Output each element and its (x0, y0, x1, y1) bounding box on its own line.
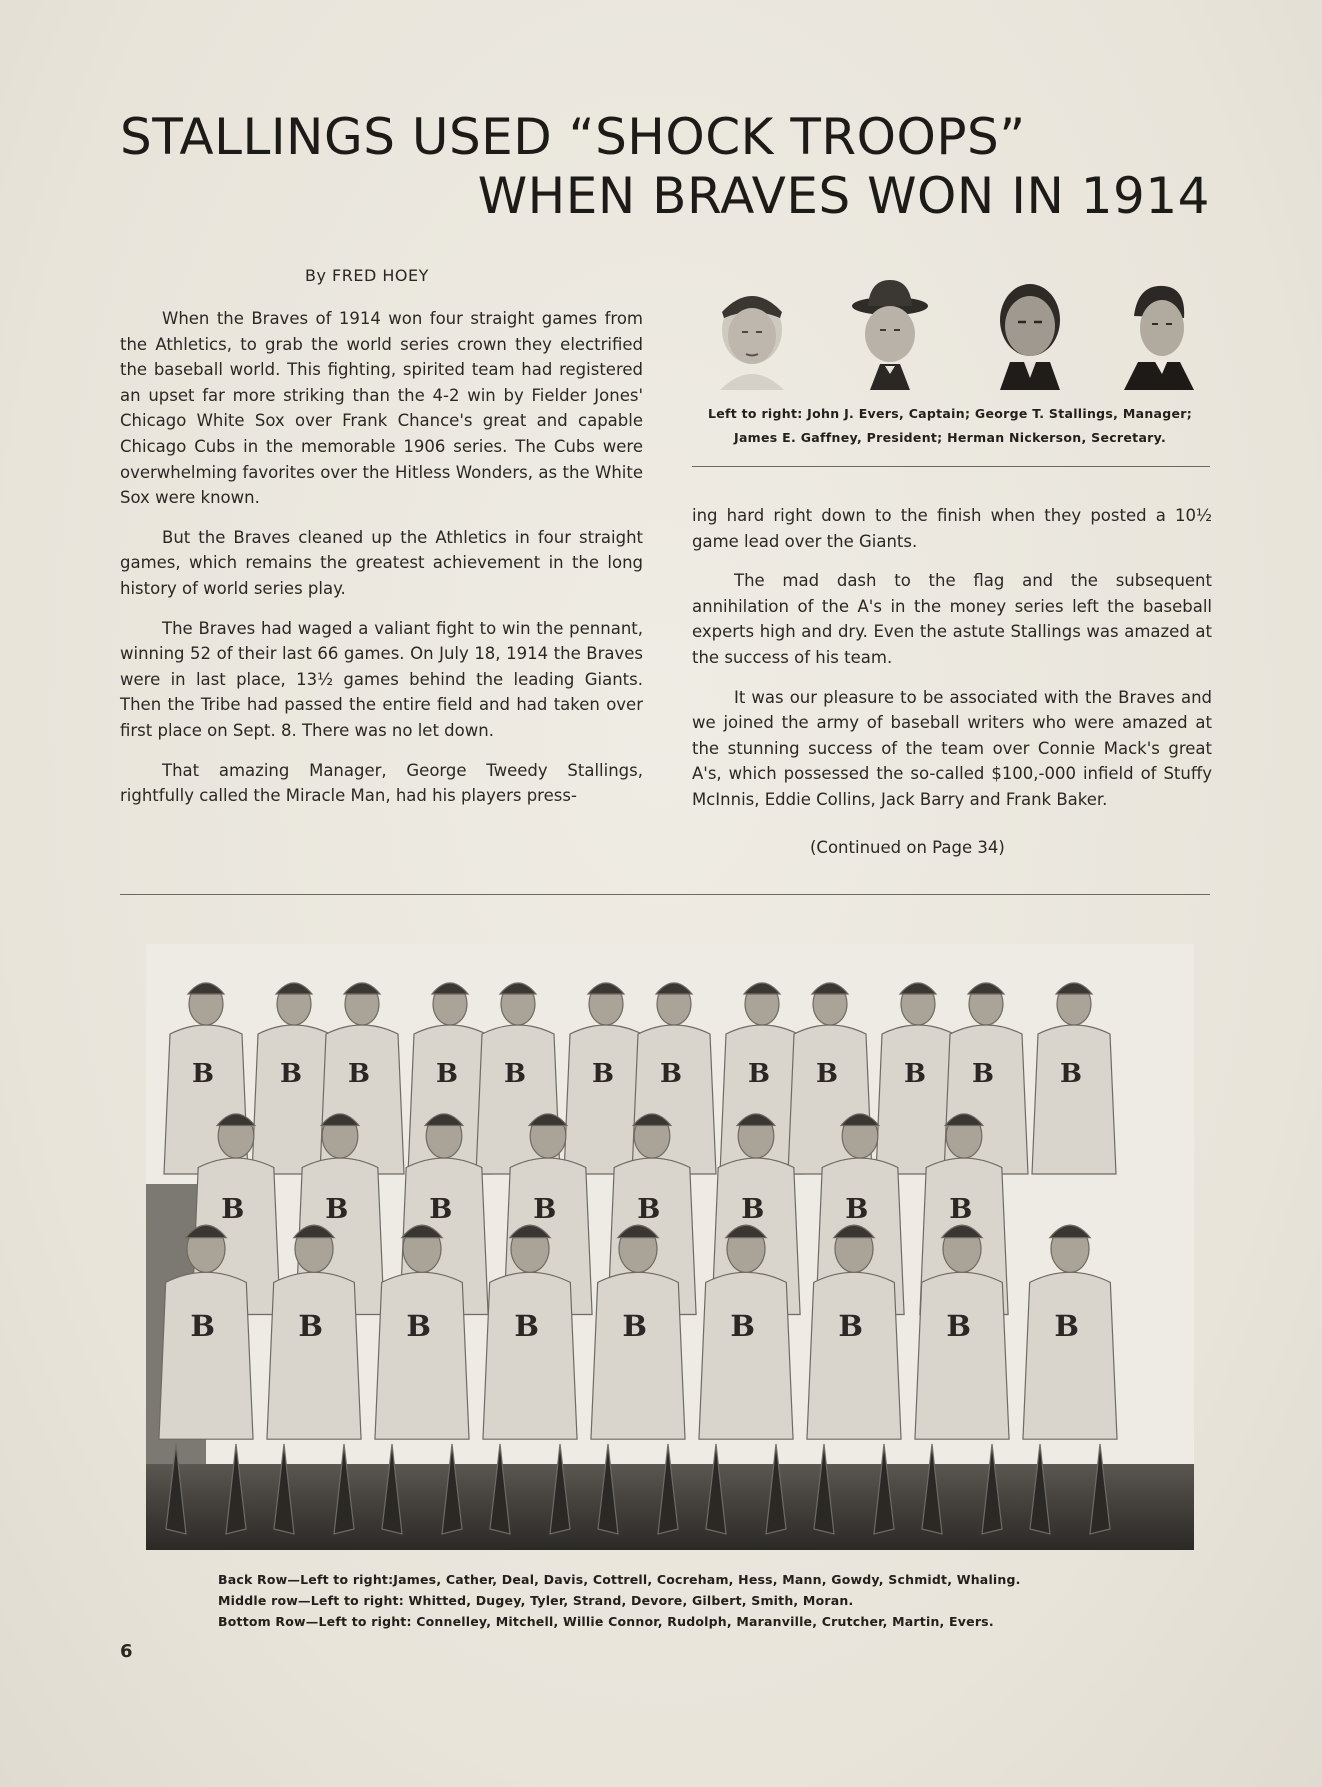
portrait-image (840, 270, 940, 390)
svg-text:B: B (190, 1309, 215, 1344)
team-photo-image (146, 944, 1194, 1550)
paragraph: The Braves had waged a valiant fight to win the pennant, winning 52 of their last 66 games. On July 18, 1914 the Braves were in last place, 13½ games behind the leading Giants. Then the Tribe had passed the entire field and had taken over first place on Sept. 8. There was no let down. (120, 618, 643, 740)
portrait-nickerson (1108, 270, 1208, 390)
svg-text:B: B (406, 1309, 431, 1344)
team-caption-back-row: Back Row—Left to right:James, Cather, Deal, Davis, Cottrell, Cocreham, Hess, Mann, Gowdy, Schmidt, Whaling. (218, 1572, 1021, 1587)
svg-text:B: B (741, 1192, 765, 1225)
paragraph: ing hard right down to the finish when they posted a 10½ game lead over the Giants. (692, 506, 1212, 551)
portrait-gaffney (980, 270, 1080, 390)
svg-text:B: B (748, 1059, 770, 1089)
headline-line-1: STALLINGS USED “SHOCK TROOPS” (120, 108, 1026, 166)
officer-portraits (690, 270, 1210, 390)
svg-text:B: B (504, 1059, 526, 1089)
svg-text:B: B (622, 1309, 647, 1344)
headline-line-2: WHEN BRAVES WON IN 1914 (477, 167, 1210, 225)
svg-text:B: B (946, 1309, 971, 1344)
caption-divider (692, 466, 1210, 467)
team-photo (146, 944, 1194, 1550)
svg-text:B: B (1060, 1059, 1082, 1089)
svg-text:B: B (192, 1059, 214, 1089)
svg-text:B: B (972, 1059, 994, 1089)
svg-text:B: B (730, 1309, 755, 1344)
article-headline (120, 108, 1210, 226)
svg-text:B: B (845, 1192, 869, 1225)
svg-text:B: B (429, 1192, 453, 1225)
portrait-stallings (840, 270, 940, 390)
left-column (120, 306, 643, 823)
svg-text:B: B (436, 1059, 458, 1089)
svg-text:B: B (637, 1192, 661, 1225)
team-caption-middle-row: Middle row—Left to right: Whitted, Dugey, Tyler, Strand, Devore, Gilbert, Smith, Moran. (218, 1593, 854, 1608)
svg-text:B: B (348, 1059, 370, 1089)
paragraph: It was our pleasure to be associated with the Braves and we joined the army of baseball writers who were amazed at the stunning success of the team over Connie Mack's great A's, which possessed the so-called $100,-000 infield of Stuffy McInnis, Eddie Collins, Jack Barry and Frank Baker. (692, 687, 1212, 809)
paragraph: When the Braves of 1914 won four straight games from the Athletics, to grab the world series crown they electrified the baseball world. This fighting, spirited team had registered an upset far more striking than the 4-2 win by Fielder Jones' Chicago White Sox over Frank Chance's great and capable Chicago Cubs in the memorable 1906 series. The Cubs were overwhelming favorites over the Hitless Wonders, as the White Sox were known. (120, 309, 643, 508)
portrait-caption (690, 402, 1210, 450)
svg-text:B: B (514, 1309, 539, 1344)
page-number: 6 (120, 1641, 133, 1662)
svg-text:B: B (592, 1059, 614, 1089)
paragraph: But the Braves cleaned up the Athletics in four straight games, which remains the greatest achievement in the long history of world series play. (120, 527, 643, 598)
svg-text:B: B (816, 1059, 838, 1089)
svg-text:B: B (221, 1192, 245, 1225)
svg-text:B: B (280, 1059, 302, 1089)
paragraph: The mad dash to the flag and the subsequent annihilation of the A's in the money series left the baseball experts high and dry. Even the astute Stallings was amazed at the success of his team. (692, 571, 1212, 667)
continued-note: (Continued on Page 34) (810, 838, 1005, 857)
portrait-image (1108, 270, 1208, 390)
portrait-image (980, 270, 1080, 390)
byline: By FRED HOEY (305, 266, 429, 285)
svg-text:B: B (838, 1309, 863, 1344)
section-divider (120, 894, 1210, 895)
svg-text:B: B (1054, 1309, 1079, 1344)
portrait-image (702, 270, 802, 390)
portrait-caption-line-2: James E. Gaffney, President; Herman Nickerson, Secretary. (734, 430, 1166, 445)
portrait-evers (702, 270, 802, 390)
svg-text:B: B (949, 1192, 973, 1225)
svg-text:B: B (660, 1059, 682, 1089)
svg-text:B: B (298, 1309, 323, 1344)
svg-text:B: B (904, 1059, 926, 1089)
right-column (692, 503, 1212, 827)
paragraph: That amazing Manager, George Tweedy Stallings, rightfully called the Miracle Man, had his players press- (120, 760, 643, 806)
team-caption (218, 1569, 1118, 1632)
svg-text:B: B (325, 1192, 349, 1225)
svg-text:B: B (533, 1192, 557, 1225)
team-caption-bottom-row: Bottom Row—Left to right: Connelley, Mitchell, Willie Connor, Rudolph, Maranville, Crutcher, Martin, Evers. (218, 1614, 994, 1629)
portrait-caption-line-1: Left to right: John J. Evers, Captain; George T. Stallings, Manager; (707, 406, 1193, 421)
